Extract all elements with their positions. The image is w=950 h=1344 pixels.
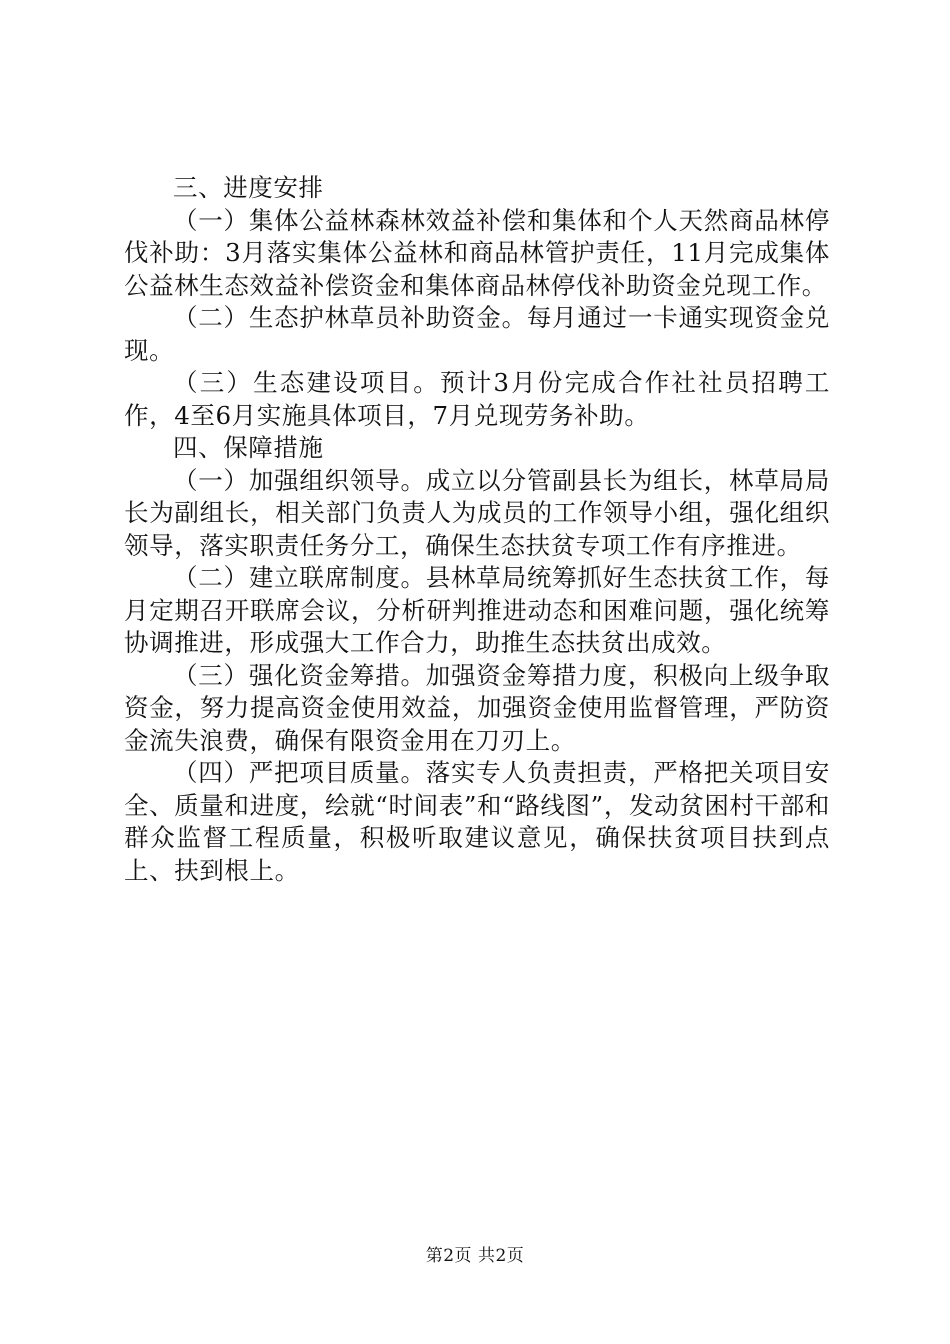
measures-paragraph-1: （一）加强组织领导。成立以分管副县长为组长，林草局局长为副组长，相关部门负责人为成员的工作领导小组，强化组织领导，落实职责任务分工，确保生态扶贫专项工作有序推进。 xyxy=(124,465,830,560)
measures-paragraph-4: （四）严把项目质量。落实专人负责担责，严格把关项目安全、质量和进度，绘就“时间表”和“路线图”，发动贫困村干部和群众监督工程质量，积极听取建议意见，确保扶贫项目扶到点上、扶到根上。 xyxy=(124,758,830,885)
measures-paragraph-2: （二）建立联席制度。县林草局统筹抓好生态扶贫工作，每月定期召开联席会议，分析研判推进动态和困难问题，强化统筹协调推进，形成强大工作合力，助推生态扶贫出成效。 xyxy=(124,563,830,657)
section-heading-measures: 四、保障措施 xyxy=(173,433,324,462)
schedule-paragraph-2: （二）生态护林草员补助资金。每月通过一卡通实现资金兑现。 xyxy=(124,303,830,365)
section-heading-schedule: 三、进度安排 xyxy=(173,173,324,202)
measures-paragraph-3: （三）强化资金筹措。加强资金筹措力度，积极向上级争取资金，努力提高资金使用效益，加强资金使用监督管理，严防资金流失浪费，确保有限资金用在刀刃上。 xyxy=(124,660,830,755)
document-body xyxy=(124,172,830,887)
schedule-paragraph-1: （一）集体公益林森林效益补偿和集体和个人天然商品林停伐补助：3月落实集体公益林和商品林管护责任，11月完成集体公益林生态效益补偿资金和集体商品林停伐补助资金兑现工作。 xyxy=(124,205,830,300)
schedule-paragraph-3: （三）生态建设项目。预计3月份完成合作社社员招聘工作，4至6月实施具体项目，7月兑现劳务补助。 xyxy=(124,368,830,430)
page-number-footer: 第2页 共2页 xyxy=(425,1246,525,1266)
